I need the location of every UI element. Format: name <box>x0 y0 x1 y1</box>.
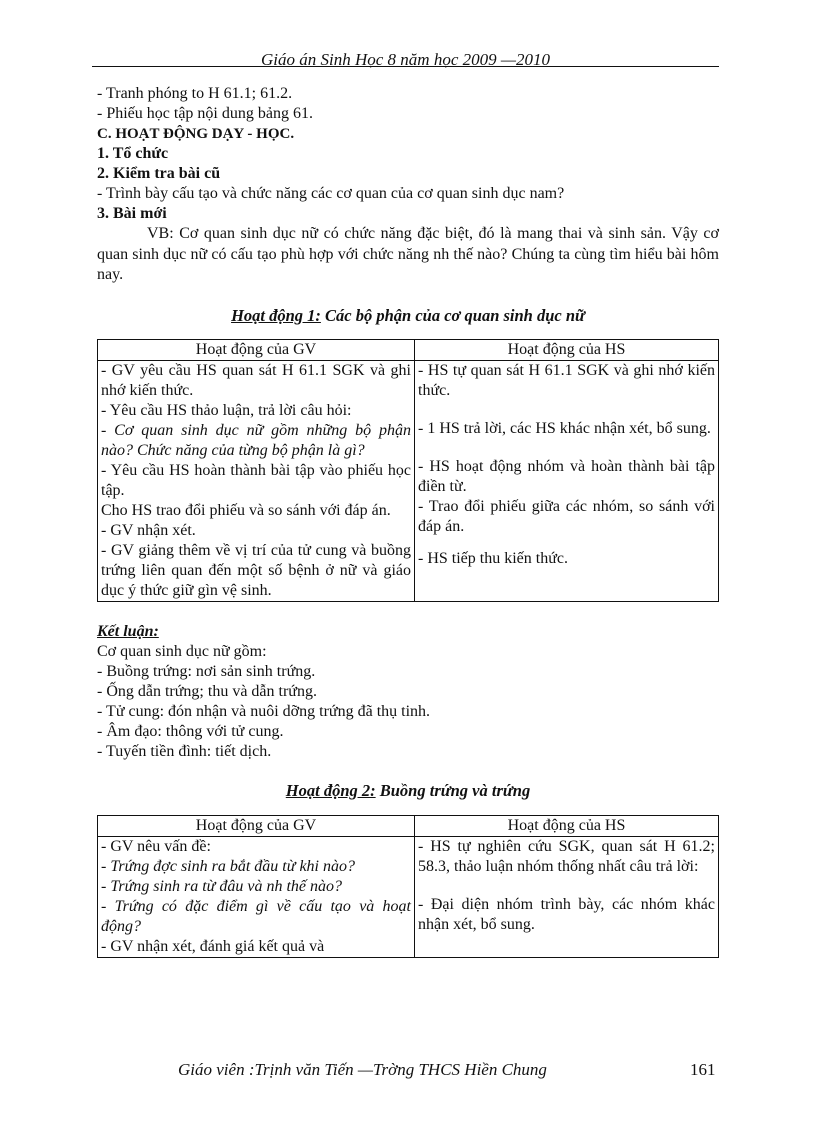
activity-title-text: Các bộ phận của cơ quan sinh dục nữ <box>320 305 585 325</box>
conclusion-line: Cơ quan sinh dục nữ gồm: <box>97 642 267 660</box>
cell-text: - GV nhận xét. <box>101 521 196 539</box>
column-header: Hoạt động của HS <box>415 339 719 360</box>
cell-text: - GV nhận xét, đánh giá kết quả và <box>101 937 325 955</box>
activity-2-title <box>97 781 719 801</box>
conclusion-title: Kết luận: <box>97 622 159 640</box>
content <box>97 84 719 958</box>
activity-1-table <box>97 339 719 602</box>
column-header: Hoạt động của HS <box>415 815 719 836</box>
intro-paragraph: VB: Cơ quan sinh dục nữ có chức năng đặc biệt, đó là mang thai và sinh sản. Vậy cơ quan sinh dục nữ có cấu tạo phù hợp với chức năng nh thế nào? Chúng ta cùng tìm hiểu bài hôm nay. <box>97 225 719 283</box>
conclusion-line: - Tuyến tiền đình: tiết dịch. <box>97 742 272 760</box>
cell-text: - GV giảng thêm về vị trí của tử cung và buồng trứng liên quan đến một số bệnh ở nữ và giáo dục ý thức giữ gìn vệ sinh. <box>101 541 411 599</box>
section-heading: 3. Bài mới <box>97 205 167 222</box>
section-heading: C. HOẠT ĐỘNG DẠY - HỌC. <box>97 126 295 142</box>
cell-text-italic: - Trứng có đặc điểm gì về cấu tạo và hoạt động? <box>101 897 411 935</box>
cell-text: - Trao đổi phiếu giữa các nhóm, so sánh với đáp án. <box>418 497 715 535</box>
material-line: - Tranh phóng to H 61.1; 61.2. <box>97 85 293 102</box>
page-number: 161 <box>690 1060 716 1079</box>
cell-text: - 1 HS trả lời, các HS khác nhận xét, bổ sung. <box>418 419 711 437</box>
activity-label: Hoạt động 2: <box>285 780 376 800</box>
conclusion <box>97 622 719 762</box>
activity-2-table <box>97 815 719 958</box>
cell-text-italic: - Trứng đợc sinh ra bắt đầu từ khi nào? <box>101 857 355 875</box>
review-question: - Trình bày cấu tạo và chức năng các cơ quan của cơ quan sinh dục nam? <box>97 185 565 202</box>
cell-text: - Yêu cầu HS thảo luận, trả lời câu hỏi: <box>101 401 352 419</box>
cell-text: - GV yêu cầu HS quan sát H 61.1 SGK và ghi nhớ kiến thức. <box>101 361 411 399</box>
activity-title-text: Buồng trứng và trứng <box>375 780 531 800</box>
cell-text: - HS tiếp thu kiến thức. <box>418 549 568 567</box>
cell-text: - Yêu cầu HS hoàn thành bài tập vào phiếu học tập. <box>101 461 411 499</box>
column-header: Hoạt động của GV <box>98 339 415 360</box>
header-text: Giáo án Sinh Học 8 năm học 2009 —2010 <box>261 50 550 69</box>
table-cell <box>415 836 719 957</box>
conclusion-line: - Âm đạo: thông với tử cung. <box>97 722 284 740</box>
cell-text: - HS tự quan sát H 61.1 SGK và ghi nhớ kiến thức. <box>418 361 715 399</box>
table-cell <box>98 360 415 601</box>
table-cell <box>98 836 415 957</box>
conclusion-line: - Ống dẫn trứng; thu và dẫn trứng. <box>97 682 317 700</box>
cell-text: - HS hoạt động nhóm và hoàn thành bài tập điền từ. <box>418 457 715 495</box>
section-heading: 2. Kiểm tra bài cũ <box>97 165 221 182</box>
table-cell <box>415 360 719 601</box>
cell-text: Cho HS trao đổi phiếu và so sánh với đáp án. <box>101 501 391 519</box>
activity-1-title <box>97 306 719 326</box>
activity-label: Hoạt động 1: <box>231 305 321 325</box>
cell-text: - HS tự nghiên cứu SGK, quan sát H 61.2; 58.3, thảo luận nhóm thống nhất câu trả lời: <box>418 837 715 875</box>
cell-text-italic: - Trứng sinh ra từ đâu và nh thế nào? <box>101 877 343 895</box>
section-heading: 1. Tổ chức <box>97 145 169 162</box>
conclusion-line: - Buồng trứng: nơi sản sinh trứng. <box>97 662 316 680</box>
cell-text: - Đại diện nhóm trình bày, các nhóm khác nhận xét, bổ sung. <box>418 895 715 933</box>
material-line: - Phiếu học tập nội dung bảng 61. <box>97 105 313 122</box>
page-footer: Giáo viên :Trịnh văn Tiến —Trờng THCS Hiền Chung <box>178 1060 547 1079</box>
column-header: Hoạt động của GV <box>98 815 415 836</box>
cell-text: - GV nêu vấn đề: <box>101 837 211 855</box>
conclusion-line: - Tử cung: đón nhận và nuôi dỡng trứng đã thụ tinh. <box>97 702 431 720</box>
page-header <box>92 46 719 67</box>
cell-text-italic: - Cơ quan sinh dục nữ gồm những bộ phận nào? Chức năng của từng bộ phận là gì? <box>101 421 411 459</box>
